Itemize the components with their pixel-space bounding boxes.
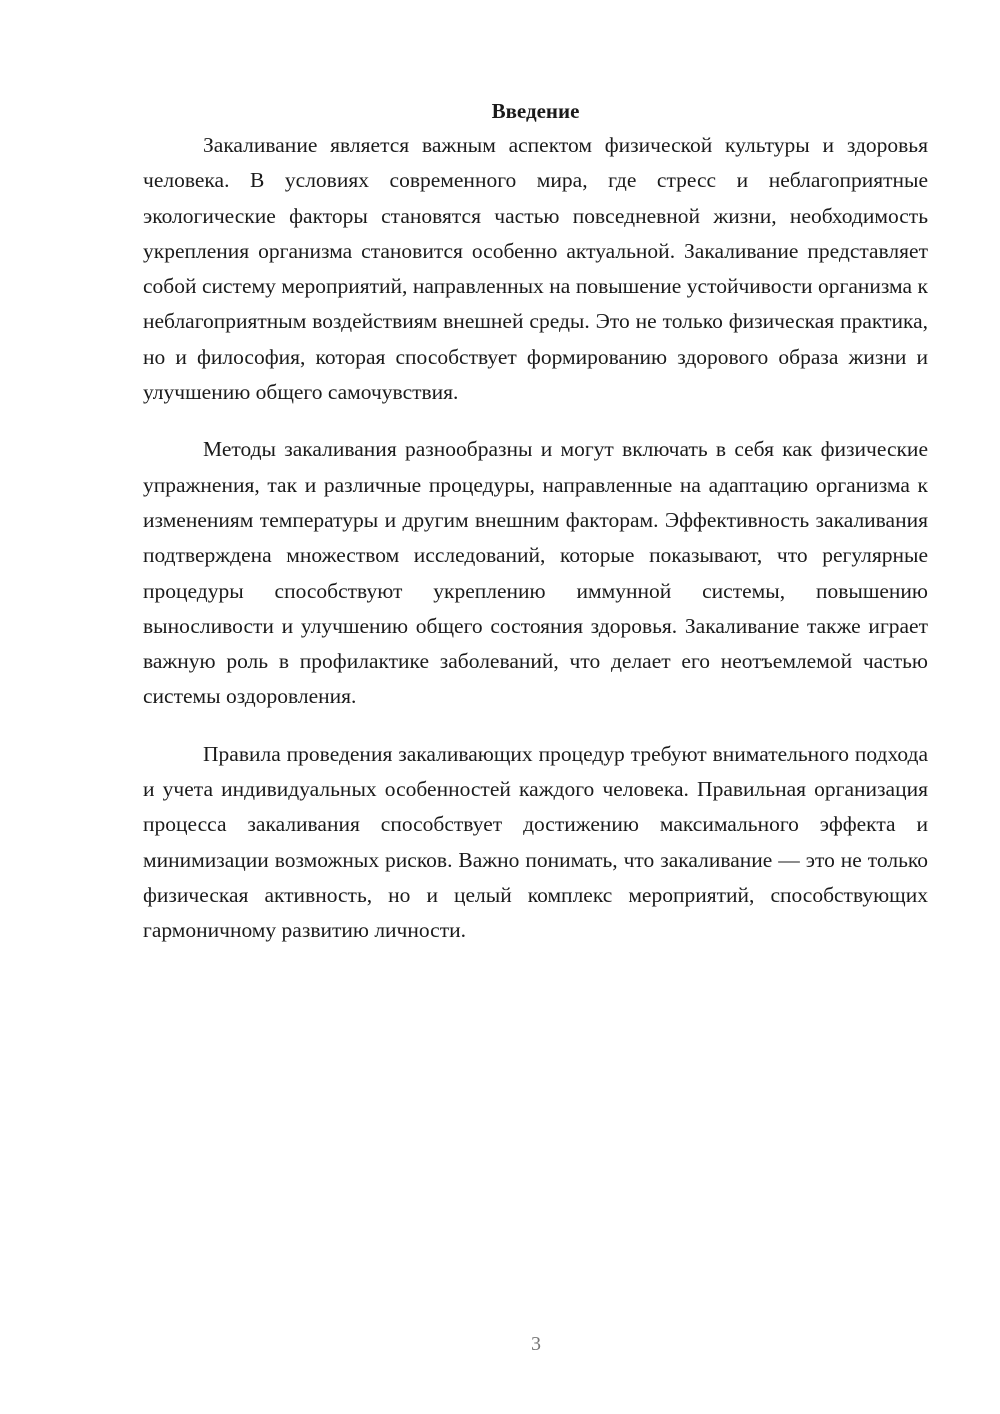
paragraph-rules: Правила проведения закаливающих процедур требуют внимательного подхода и учета индивидуальных особенностей каждого человека. Правильная организация процесса закаливания способствует достижению максимального эффекта и минимизации возможных рисков. Важно понимать, что закаливание — это не только физическая активность, но и целый комплекс мероприятий, способствующих гармоничному развитию личности. [143, 741, 928, 943]
page-number: 3 [531, 1333, 541, 1355]
section-heading: Введение [491, 99, 580, 123]
paragraph-intro: Закаливание является важным аспектом физической культуры и здоровья человека. В условиях современного мира, где стресс и неблагоприятные экологические факторы становятся частью повседневной жизни, необходимость укрепления организма становится особенно актуальной. Закаливание представляет собой систему мероприятий, направленных на повышение устойчивости организма к неблагоприятным воздействиям внешней среды. Это не только физическая практика, но и философия, которая способствует формированию здорового образа жизни и улучшению общего самочувствия. [143, 133, 928, 405]
page-content [143, 96, 928, 949]
paragraph-methods: Методы закаливания разнообразны и могут включать в себя как физические упражнения, так и различные процедуры, направленные на адаптацию организма к изменениям температуры и другим внешним факторам. Эффективность закаливания подтверждена множеством исследований, которые показывают, что регулярные процедуры способствуют укреплению иммунной системы, повышению выносливости и улучшению общего состояния здоровья. Закаливание также играет важную роль в профилактике заболеваний, что делает его неотъемлемой частью системы оздоровления. [143, 437, 928, 709]
